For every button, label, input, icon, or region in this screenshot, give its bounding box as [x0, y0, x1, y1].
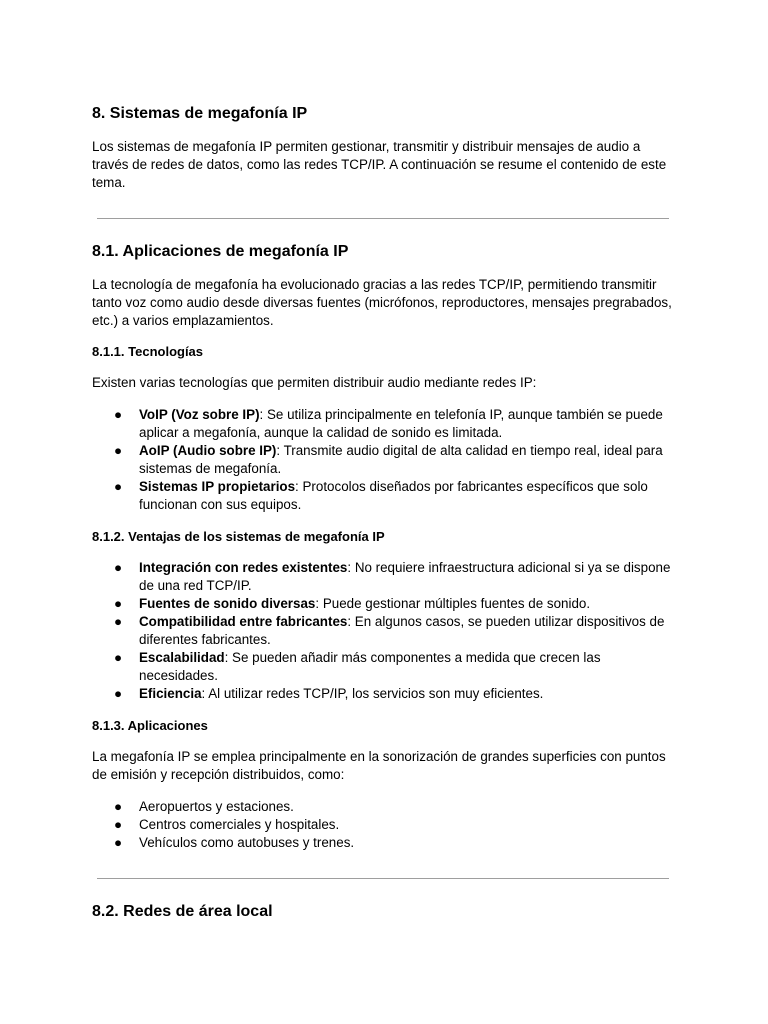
list-item — [92, 406, 676, 442]
list-item-text: : Al utilizar redes TCP/IP, los servicios son muy eficientes. — [201, 686, 544, 701]
section-8-1-1-heading: 8.1.1. Tecnologías — [92, 344, 204, 359]
section-8-intro: Los sistemas de megafonía IP permiten gestionar, transmitir y distribuir mensajes de audio a través de redes de datos, como las redes TCP/IP. A continuación se resume el contenido de este tema. — [92, 139, 667, 190]
bullet-icon: ● — [114, 686, 123, 701]
technologies-list — [92, 406, 676, 514]
section-divider — [97, 218, 669, 219]
section-divider — [97, 878, 669, 879]
list-item-term: Fuentes de sonido diversas — [139, 596, 316, 611]
list-item-text: : En algunos casos, se pueden utilizar dispositivos de diferentes fabricantes. — [139, 614, 665, 647]
list-item-term: Compatibilidad entre fabricantes — [139, 614, 348, 629]
bullet-icon: ● — [114, 799, 123, 814]
document-page — [92, 104, 676, 922]
bullet-icon: ● — [114, 614, 123, 629]
list-item-text: Centros comerciales y hospitales. — [139, 817, 340, 832]
section-8-2-heading: 8.2. Redes de área local — [92, 903, 273, 920]
section-8-1-3-heading: 8.1.3. Aplicaciones — [92, 718, 208, 733]
list-item — [92, 559, 676, 595]
section-8-1-heading: 8.1. Aplicaciones de megafonía IP — [92, 243, 349, 260]
list-item-term: AoIP (Audio sobre IP) — [139, 443, 277, 458]
bullet-icon: ● — [114, 817, 123, 832]
list-item — [92, 442, 676, 478]
list-item-text: : No requiere infraestructura adicional si ya se dispone de una red TCP/IP. — [139, 560, 671, 593]
list-item-term: Sistemas IP propietarios — [139, 479, 296, 494]
bullet-icon: ● — [114, 650, 123, 665]
applications-list — [92, 798, 676, 852]
list-item — [92, 649, 676, 685]
list-item-text: : Protocolos diseñados por fabricantes específicos que solo funcionan con sus equipos. — [139, 479, 648, 512]
list-item — [92, 834, 676, 852]
list-item — [92, 595, 676, 613]
advantages-list — [92, 559, 676, 703]
list-item — [92, 685, 676, 703]
section-8-1-2-heading: 8.1.2. Ventajas de los sistemas de megafonía IP — [92, 529, 385, 544]
list-item-text: Aeropuertos y estaciones. — [139, 799, 294, 814]
list-item-term: Integración con redes existentes — [139, 560, 348, 575]
bullet-icon: ● — [114, 596, 123, 611]
section-8-1-1-intro: Existen varias tecnologías que permiten distribuir audio mediante redes IP: — [92, 375, 537, 390]
list-item-text: : Puede gestionar múltiples fuentes de sonido. — [315, 596, 591, 611]
list-item — [92, 613, 676, 649]
section-8-heading: 8. Sistemas de megafonía IP — [92, 105, 308, 122]
section-8-1-intro: La tecnología de megafonía ha evolucionado gracias a las redes TCP/IP, permitiendo transmitir tanto voz como audio desde diversas fuentes (micrófonos, reproductores, mensajes pregrabados, etc.) a varios emplazamientos. — [92, 277, 672, 328]
section-8-1-3-intro: La megafonía IP se emplea principalmente en la sonorización de grandes superficies con puntos de emisión y recepción distribuidos, como: — [92, 749, 666, 782]
bullet-icon: ● — [114, 835, 123, 850]
list-item-term: Escalabilidad — [139, 650, 225, 665]
list-item-text: : Transmite audio digital de alta calidad en tiempo real, ideal para sistemas de megafonía. — [139, 443, 663, 476]
list-item-term: Eficiencia — [139, 686, 202, 701]
bullet-icon: ● — [114, 479, 123, 494]
list-item-term: VoIP (Voz sobre IP) — [139, 407, 260, 422]
list-item — [92, 816, 676, 834]
list-item-text: Vehículos como autobuses y trenes. — [139, 835, 355, 850]
bullet-icon: ● — [114, 407, 123, 422]
list-item-text: : Se utiliza principalmente en telefonía IP, aunque también se puede aplicar a megafonía, aunque la calidad de sonido es limitada. — [139, 407, 663, 440]
bullet-icon: ● — [114, 560, 123, 575]
list-item — [92, 478, 676, 514]
list-item — [92, 798, 676, 816]
list-item-text: : Se pueden añadir más componentes a medida que crecen las necesidades. — [139, 650, 601, 683]
bullet-icon: ● — [114, 443, 123, 458]
